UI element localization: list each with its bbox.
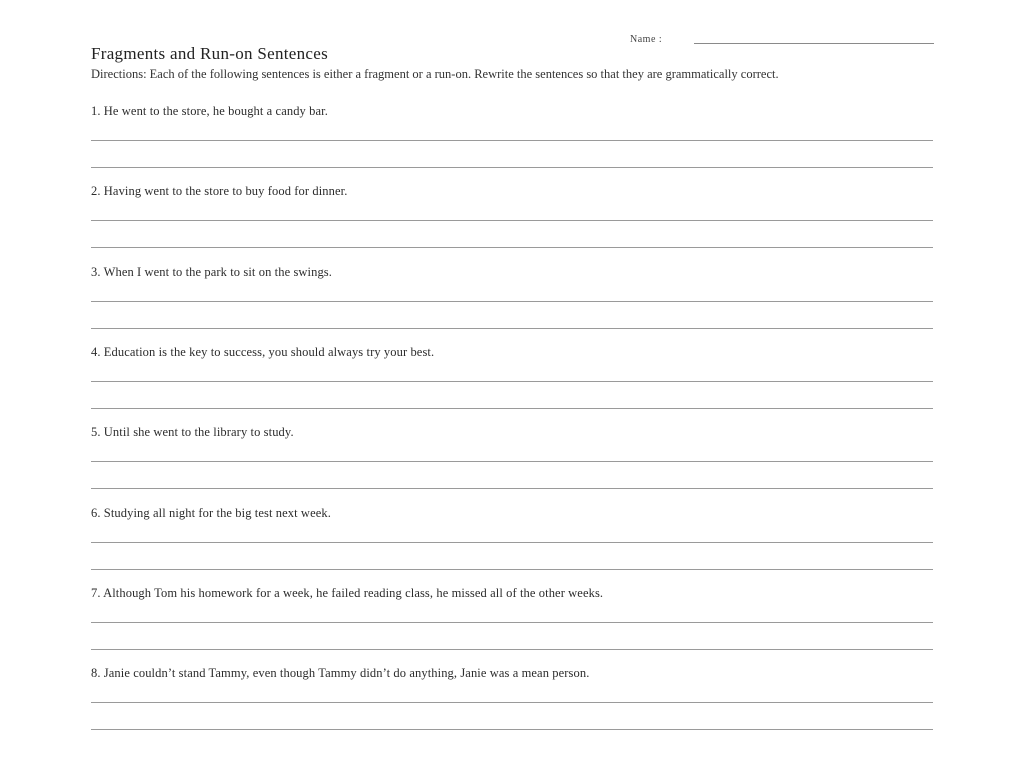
answer-line[interactable] bbox=[91, 622, 933, 623]
answer-line[interactable] bbox=[91, 381, 933, 382]
answer-line[interactable] bbox=[91, 220, 933, 221]
directions-text: Directions: Each of the following sentences is either a fragment or a run-on. Rewrite the sentences so that they are grammatically correct. bbox=[91, 67, 779, 81]
answer-line[interactable] bbox=[91, 542, 933, 543]
answer-line[interactable] bbox=[91, 167, 933, 168]
answer-line[interactable] bbox=[91, 702, 933, 703]
name-field[interactable] bbox=[630, 34, 936, 48]
answer-line[interactable] bbox=[91, 301, 933, 302]
answer-line[interactable] bbox=[91, 408, 933, 409]
question-text: 3. When I went to the park to sit on the swings. bbox=[91, 265, 332, 279]
question-text: 5. Until she went to the library to study. bbox=[91, 425, 294, 439]
question-text: 7. Although Tom his homework for a week, he failed reading class, he missed all of the other weeks. bbox=[91, 586, 604, 600]
answer-line[interactable] bbox=[91, 140, 933, 141]
worksheet-title: Fragments and Run-on Sentences bbox=[91, 44, 329, 63]
question-text: 6. Studying all night for the big test next week. bbox=[91, 506, 331, 520]
answer-line[interactable] bbox=[91, 649, 933, 650]
question-text: 4. Education is the key to success, you should always try your best. bbox=[91, 345, 435, 359]
answer-line[interactable] bbox=[91, 461, 933, 462]
answer-line[interactable] bbox=[91, 569, 933, 570]
name-line[interactable] bbox=[694, 43, 934, 44]
question-text: 8. Janie couldn’t stand Tammy, even though Tammy didn’t do anything, Janie was a mean person. bbox=[91, 666, 590, 680]
answer-line[interactable] bbox=[91, 328, 933, 329]
answer-line[interactable] bbox=[91, 247, 933, 248]
question-text: 2. Having went to the store to buy food for dinner. bbox=[91, 184, 348, 198]
answer-line[interactable] bbox=[91, 488, 933, 489]
question-text: 1. He went to the store, he bought a candy bar. bbox=[91, 104, 328, 118]
answer-line[interactable] bbox=[91, 729, 933, 730]
name-label: Name : bbox=[630, 34, 663, 45]
